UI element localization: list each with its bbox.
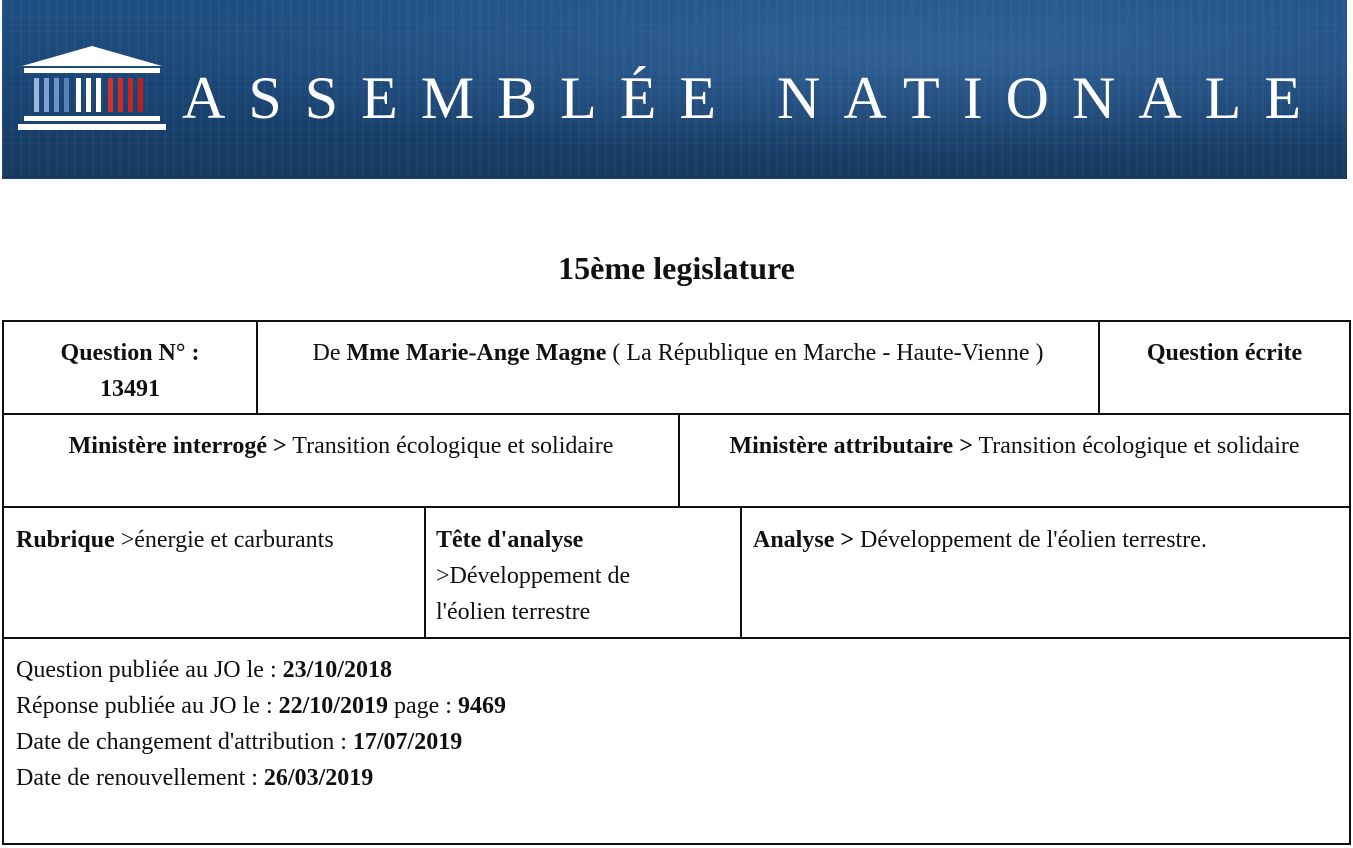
tete-analyse-cell [426, 508, 740, 637]
renouvellement-line [16, 760, 1349, 796]
reponse-publiee-label: Réponse publiée au JO le : [16, 693, 273, 719]
question-number-label: Question N° : [60, 340, 200, 366]
ministere-interroge-value: Transition écologique et solidaire [292, 433, 614, 459]
tete-analyse-label: Tête d'analyse [436, 527, 584, 553]
question-number: 13491 [100, 376, 160, 402]
analyse-row [2, 506, 1351, 639]
rubrique-label: Rubrique [16, 527, 115, 553]
changement-attribution-line [16, 724, 1349, 760]
author-cell [258, 322, 1098, 413]
changement-attribution-label: Date de changement d'attribution : [16, 729, 347, 755]
question-number-cell [4, 322, 256, 413]
ministere-attributaire-label: Ministère attributaire > [729, 433, 973, 459]
header-banner [2, 0, 1347, 179]
author-prefix: De [312, 340, 341, 366]
reponse-publiee-line [16, 688, 1349, 724]
ministere-interroge-cell [4, 415, 678, 506]
tete-analyse-value: >Développement de l'éolien terrestre [436, 563, 631, 625]
changement-attribution-date: 17/07/2019 [352, 729, 463, 755]
renouvellement-label: Date de renouvellement : [16, 765, 258, 791]
question-type: Question écrite [1146, 340, 1303, 366]
analyse-value: Développement de l'éolien terrestre. [860, 527, 1207, 553]
page-number: 9469 [457, 693, 506, 719]
rubrique-value: >énergie et carburants [120, 527, 334, 553]
question-publiee-label: Question publiée au JO le : [16, 657, 277, 683]
page-label: page : [393, 693, 452, 719]
question-type-cell [1100, 322, 1349, 413]
ministere-interroge-label: Ministère interrogé > [68, 433, 287, 459]
reponse-publiee-date: 22/10/2019 [278, 693, 388, 719]
author-group: ( La République en Marche - Haute-Vienne ) [612, 340, 1044, 366]
assemblee-logo-icon [16, 44, 168, 136]
question-publiee-line [16, 652, 1349, 688]
ministere-row [2, 413, 1351, 508]
page-title: 15ème legislature [558, 250, 795, 286]
dates-cell [4, 639, 1349, 843]
rubrique-cell [4, 508, 424, 637]
analyse-cell [742, 508, 1349, 637]
dates-row [2, 637, 1351, 845]
analyse-label: Analyse > [753, 527, 855, 553]
ministere-attributaire-value: Transition écologique et solidaire [978, 433, 1300, 459]
ministere-attributaire-cell [680, 415, 1349, 506]
banner-title: ASSEMBLÉE NATIONALE [182, 65, 1324, 131]
question-header-row [2, 320, 1351, 415]
question-publiee-date: 23/10/2018 [282, 657, 392, 683]
renouvellement-date: 26/03/2019 [263, 765, 374, 791]
author-name: Mme Marie-Ange Magne [346, 340, 607, 366]
